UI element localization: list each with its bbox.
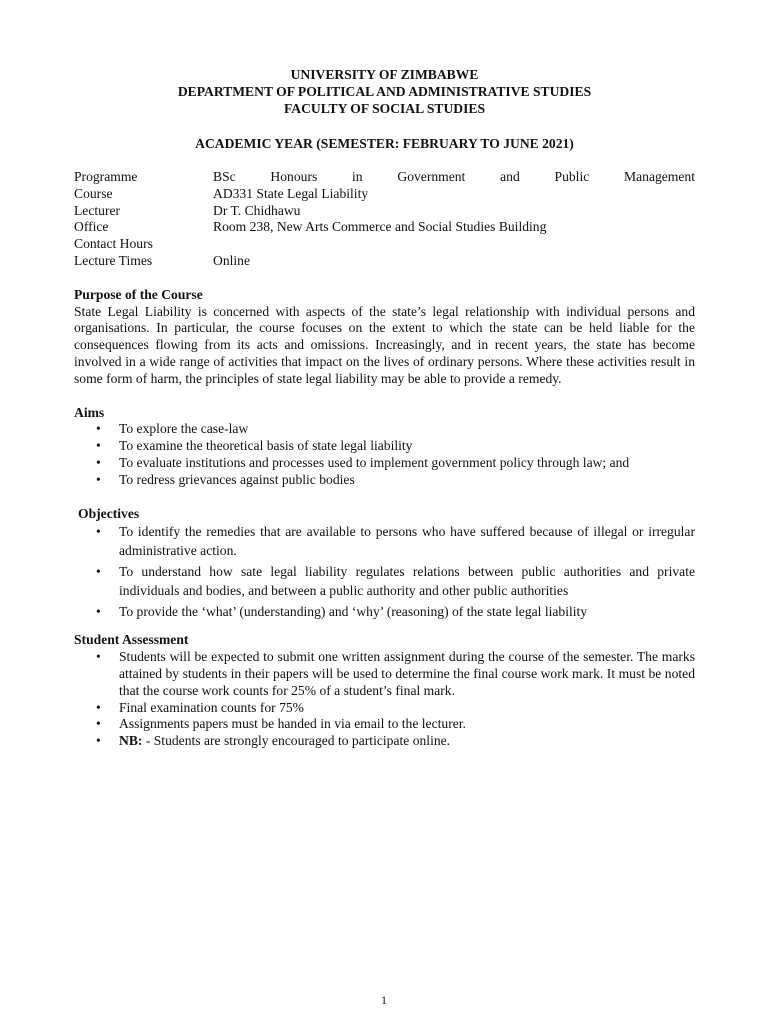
objective-text: To identify the remedies that are available to persons who have suffered because of illegal or irregular administrative action. bbox=[119, 524, 695, 559]
contact-hours-label: Contact Hours bbox=[74, 236, 153, 252]
lecture-times-value: Online bbox=[213, 252, 250, 268]
aims-section bbox=[74, 405, 695, 489]
list-item bbox=[74, 562, 695, 600]
aims-title: Aims bbox=[74, 404, 105, 420]
info-row-lecturer bbox=[74, 203, 695, 220]
academic-year-heading: ACADEMIC YEAR (SEMESTER: FEBRUARY TO JUNE 2021) bbox=[195, 136, 574, 151]
bullet-icon: • bbox=[96, 699, 101, 715]
info-row-contact-hours bbox=[74, 236, 695, 253]
list-item bbox=[74, 700, 695, 717]
bullet-icon: • bbox=[96, 454, 101, 470]
lecture-times-label: Lecture Times bbox=[74, 252, 153, 268]
university-heading: UNIVERSITY OF ZIMBABWE bbox=[290, 67, 479, 82]
objective-text: To understand how sate legal liability regulates relations between public authorities and private individuals and bodies, and between a public authority and other public authorities bbox=[119, 564, 695, 599]
contact-hours-value bbox=[213, 236, 695, 253]
info-row-office bbox=[74, 219, 695, 236]
list-item bbox=[74, 716, 695, 733]
purpose-section bbox=[74, 287, 695, 388]
assessment-list bbox=[74, 649, 695, 750]
course-value: AD331 State Legal Liability bbox=[213, 185, 369, 201]
lecturer-label: Lecturer bbox=[74, 202, 121, 218]
course-info-table bbox=[74, 169, 695, 270]
bullet-icon: • bbox=[96, 649, 101, 665]
bullet-icon: • bbox=[96, 733, 101, 749]
aim-text: To examine the theoretical basis of state legal liability bbox=[119, 438, 413, 454]
aim-text: To evaluate institutions and processes used to implement government policy through law; and bbox=[119, 454, 630, 470]
list-item bbox=[74, 472, 695, 489]
aims-list bbox=[74, 421, 695, 488]
list-item bbox=[74, 733, 695, 750]
programme-value: BSc Honours in Government and Public Management bbox=[213, 169, 695, 184]
bullet-icon: • bbox=[96, 564, 101, 580]
bullet-icon: • bbox=[96, 604, 101, 620]
assessment-text: Students will be expected to submit one written assignment during the course of the semester. The marks attained by students in their papers will be used to determine the final course work mark. It must be noted that the course work counts for 25% of a student’s final mark. bbox=[119, 649, 695, 698]
document-page bbox=[74, 66, 695, 750]
bullet-icon: • bbox=[96, 471, 101, 487]
list-item bbox=[74, 649, 695, 699]
objectives-section bbox=[74, 506, 695, 622]
bullet-icon: • bbox=[96, 438, 101, 454]
info-row-programme bbox=[74, 169, 695, 186]
objectives-title: Objectives bbox=[78, 505, 140, 521]
office-label: Office bbox=[74, 219, 109, 235]
nb-label: NB: bbox=[119, 733, 143, 749]
page-number: 1 bbox=[381, 993, 387, 1007]
list-item bbox=[74, 438, 695, 455]
bullet-icon: • bbox=[96, 421, 101, 437]
objective-text: To provide the ‘what’ (understanding) and ‘why’ (reasoning) of the state legal liability bbox=[119, 604, 588, 620]
objectives-list bbox=[74, 522, 695, 621]
info-row-course bbox=[74, 186, 695, 203]
list-item bbox=[74, 522, 695, 560]
department-heading: DEPARTMENT OF POLITICAL AND ADMINISTRATIVE STUDIES bbox=[177, 84, 592, 99]
list-item bbox=[74, 421, 695, 438]
bullet-icon: • bbox=[96, 524, 101, 540]
assessment-text: Assignments papers must be handed in via email to the lecturer. bbox=[119, 716, 466, 732]
assessment-text: Final examination counts for 75% bbox=[119, 699, 304, 715]
assessment-title: Student Assessment bbox=[74, 632, 189, 648]
office-value: Room 238, New Arts Commerce and Social Studies Building bbox=[213, 219, 547, 235]
aim-text: To redress grievances against public bodies bbox=[119, 471, 355, 487]
course-label: Course bbox=[74, 185, 113, 201]
assessment-section bbox=[74, 632, 695, 750]
nb-text: - Students are strongly encouraged to participate online. bbox=[142, 733, 451, 749]
purpose-title: Purpose of the Course bbox=[74, 286, 203, 302]
aim-text: To explore the case-law bbox=[119, 421, 249, 437]
bullet-icon: • bbox=[96, 716, 101, 732]
programme-label: Programme bbox=[74, 169, 138, 184]
list-item bbox=[74, 455, 695, 472]
list-item bbox=[74, 602, 695, 621]
purpose-paragraph: State Legal Liability is concerned with aspects of the state’s legal relationship with individual persons and organisations. In particular, the course focuses on the extent to which the state can be held liable for the consequences flowing from its acts and omissions. Increasingly, and in recent years, the state has become involved in a wide range of activities that impact on the lives of ordinary persons. Where these activities result in some form of harm, the principles of state legal liability may be able to provide a remedy. bbox=[74, 303, 695, 386]
lecturer-value: Dr T. Chidhawu bbox=[213, 202, 301, 218]
faculty-heading: FACULTY OF SOCIAL STUDIES bbox=[283, 101, 486, 116]
info-row-lecture-times bbox=[74, 253, 695, 270]
